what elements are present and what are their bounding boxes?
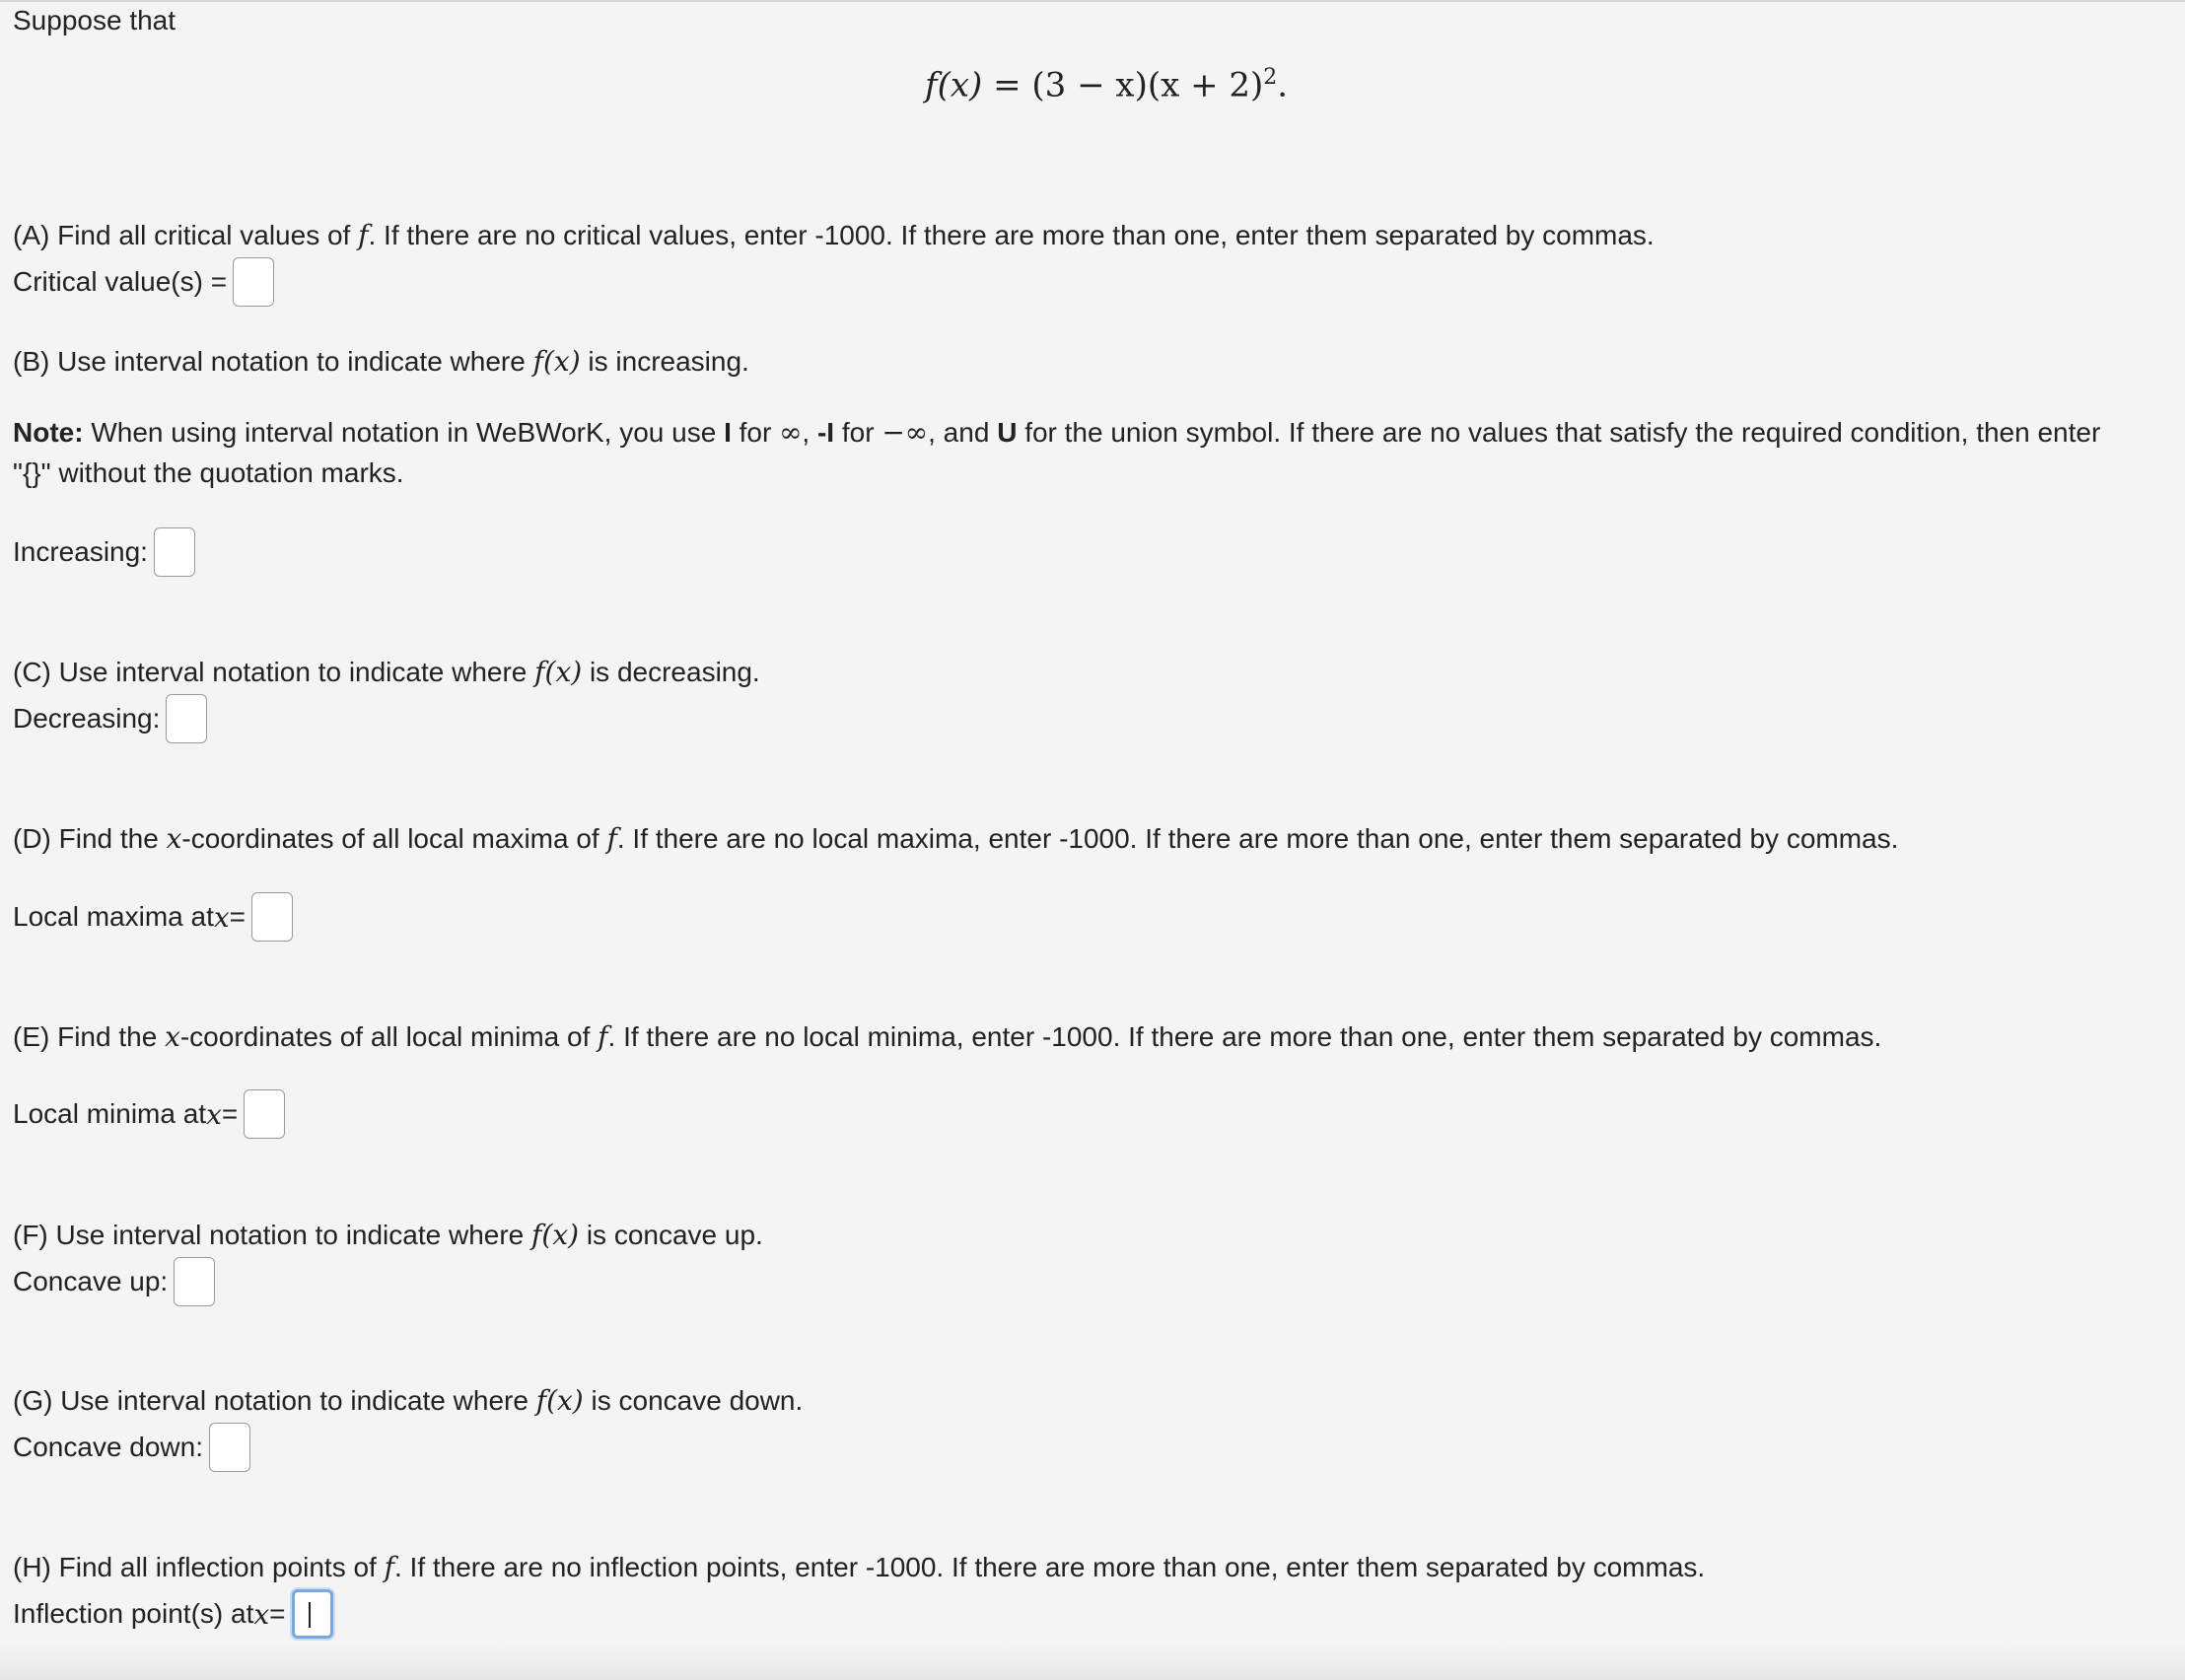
question-e-var: x [165,1020,180,1053]
note-text-1: When using interval notation in WeBWorK, you use [83,417,725,448]
answer-row-e [13,1089,285,1139]
question-d-var2: f [606,822,617,855]
interval-note-line2: "{}" without the quotation marks. [13,457,404,488]
note-union-code: U [997,417,1018,448]
concave-up-label: Concave up: [13,1266,169,1296]
note-text-5: , and [928,417,998,448]
question-f-text: (F) Use interval notation to indicate where [13,1220,532,1250]
answer-row-f [13,1257,215,1306]
question-g [13,1384,803,1418]
question-h-text: (H) Find all inflection points of [13,1552,385,1582]
concave-down-label: Concave down: [13,1432,204,1462]
question-e-text: (E) Find the [13,1021,166,1052]
local-maxima-input[interactable] [251,892,293,942]
local-maxima-label: Local maxima at [13,901,214,932]
question-g-rest: is concave down. [583,1385,804,1416]
note-text-3: , [802,417,817,448]
question-b-rest: is increasing. [580,346,749,377]
question-d-var: x [166,822,182,855]
question-g-text: (G) Use interval notation to indicate where [13,1385,536,1416]
question-d [13,822,1898,856]
bottom-fade [0,1645,2185,1680]
question-a [13,219,1655,252]
function-formula [925,65,1288,105]
local-maxima-var: x [213,900,230,934]
question-c-var: f(x) [534,656,583,688]
question-g-var: f(x) [535,1384,584,1417]
local-minima-label: Local minima at [13,1098,207,1129]
critical-values-input[interactable] [233,257,274,307]
question-h [13,1551,1705,1584]
answer-row-g [13,1423,250,1472]
inflection-points-eq: = [269,1598,286,1629]
question-f-var: f(x) [531,1219,580,1251]
question-c-text: (C) Use interval notation to indicate where [13,657,535,687]
formula-eq: = [982,65,1032,105]
critical-values-label: Critical value(s) = [13,266,228,297]
answer-row-h [13,1589,333,1639]
question-f-rest: is concave up. [579,1220,763,1250]
question-a-var: f [358,219,369,251]
intro-text: Suppose that [13,5,176,35]
answer-row-a [13,257,274,307]
formula-exponent: 2 [1263,65,1278,90]
note-text-6: for the union symbol. If there are no values that satisfy the required condition, then enter [1017,417,2101,448]
concave-up-input[interactable] [174,1257,215,1306]
question-h-rest: . If there are no inflection points, enter -1000. If there are more than one, enter them separated by commas. [393,1552,1706,1582]
neg-infinity-symbol: −∞ [881,416,929,449]
question-d-text: (D) Find the [13,823,167,854]
local-minima-input[interactable] [244,1089,285,1139]
local-minima-eq: = [221,1098,239,1129]
increasing-label: Increasing: [13,536,148,567]
note-text-4: for [834,417,882,448]
concave-down-input[interactable] [209,1423,250,1472]
question-d-mid: -coordinates of all local maxima of [181,823,607,854]
formula-lhs: f(x) [925,65,983,105]
note-text-2: for [731,417,780,448]
decreasing-label: Decreasing: [13,703,161,734]
increasing-input[interactable] [154,527,195,577]
inflection-points-input[interactable] [292,1589,333,1639]
answer-row-b [13,527,195,577]
question-c-rest: is decreasing. [582,657,760,687]
inflection-points-label: Inflection point(s) at [13,1598,254,1629]
interval-note [13,416,2100,450]
formula-rhs: (3 − x)(x + 2) [1031,65,1264,105]
local-minima-var: x [206,1097,222,1131]
question-h-var: f [384,1551,394,1583]
question-e-var2: f [598,1020,608,1053]
infinity-symbol: ∞ [779,416,803,449]
inflection-points-var: x [253,1597,270,1631]
answer-row-c [13,694,207,743]
question-e [13,1020,1881,1054]
note-neg-infinity-code: -I [816,417,835,448]
question-a-text: (A) Find all critical values of [13,220,359,250]
question-e-rest: . If there are no local minima, enter -1000. If there are more than one, enter them separated by commas. [607,1021,1882,1052]
answer-row-d [13,892,293,942]
top-border [0,0,2185,2]
question-d-rest: . If there are no local maxima, enter -1000. If there are more than one, enter them separated by commas. [616,823,1899,854]
note-label: Note: [13,417,84,448]
question-c [13,656,760,689]
local-maxima-eq: = [229,901,247,932]
note-infinity-code: I [724,417,732,448]
question-f [13,1219,763,1252]
question-b-text: (B) Use interval notation to indicate where [13,346,533,377]
text-caret [309,1602,311,1628]
question-e-mid: -coordinates of all local minima of [179,1021,599,1052]
question-b-var: f(x) [532,345,581,378]
formula-end: . [1277,65,1289,105]
question-a-rest: . If there are no critical values, enter -1000. If there are more than one, enter them separated by commas. [368,220,1655,250]
question-b [13,345,749,379]
decreasing-input[interactable] [166,694,207,743]
